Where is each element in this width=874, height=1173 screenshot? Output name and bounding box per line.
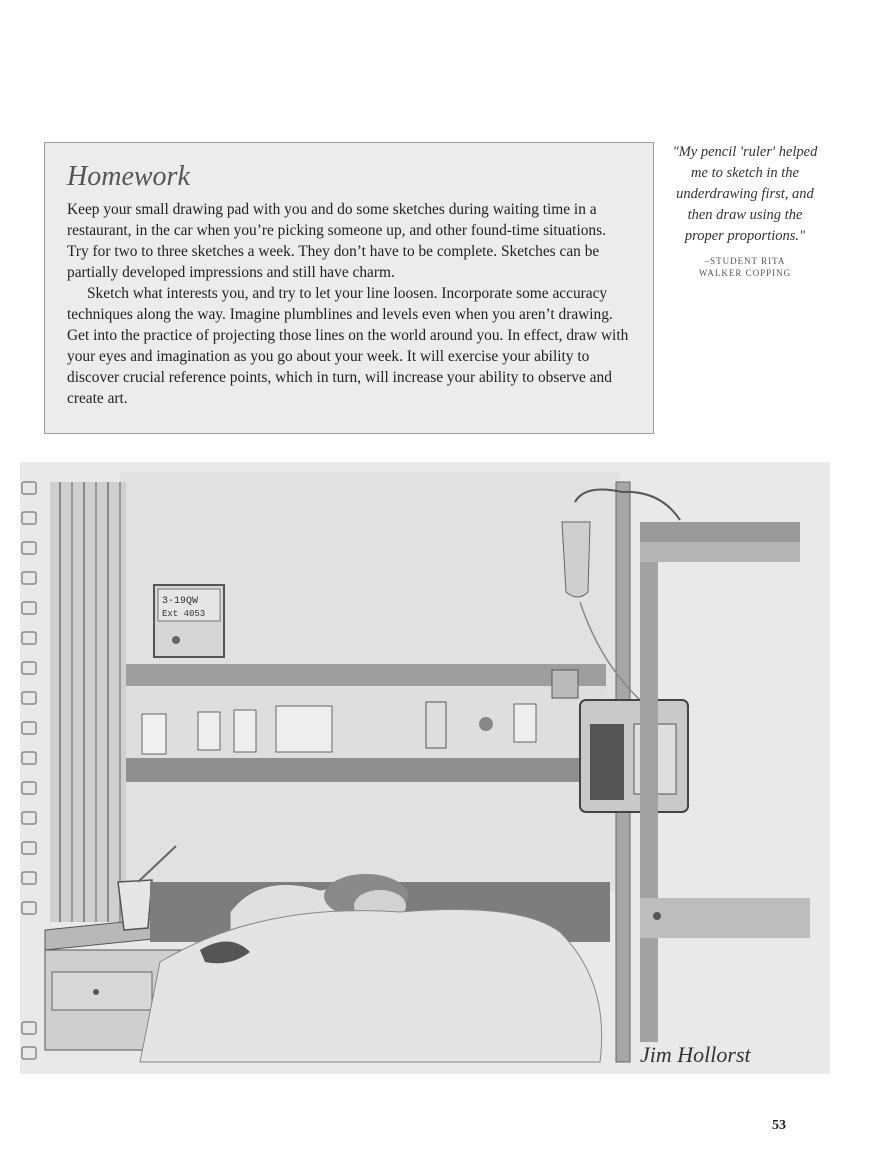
quote-credit-line-2: WALKER COPPING (698, 268, 792, 278)
sign-room-number: 3-19QW (162, 596, 199, 607)
sidebar-quote (670, 142, 820, 279)
homework-paragraph-1: Keep your small drawing pad with you and do some sketches during waiting time in a restaurant, in the car when you’re picking someone up, and other found-time situations. Try for two to three sketches a week. They don’t have to be complete. Sketches can be partially developed impressions and still have charm. (67, 201, 606, 281)
wall-sign (154, 585, 224, 657)
cup-icon (118, 880, 152, 930)
hospital-room-sketch (0, 462, 830, 1074)
headwall-panel (126, 664, 606, 782)
quote-credit-line-1: –STUDENT RITA (704, 256, 786, 266)
sign-extension: Ext 4053 (162, 609, 206, 619)
quote-credit (670, 255, 820, 279)
page-number: 53 (772, 1118, 786, 1133)
homework-box (44, 142, 654, 434)
homework-paragraph-2: Sketch what interests you, and try to let your line loosen. Incorporate some accuracy techniques along the way. Imagine plumblines and levels even when you aren’t drawing. Get into the practice of projecting those lines on the world around you. In effect, draw with your eyes and imagination as you go about your week. It will exercise your ability to discover crucial reference points, which in turn, will increase your ability to observe and create art. (67, 285, 629, 407)
curtain (50, 482, 126, 922)
bed (140, 874, 610, 1062)
homework-title: Homework (67, 161, 190, 192)
artist-signature: Jim Hollorst (640, 1042, 751, 1067)
quote-text: "My pencil 'ruler' helped me to sketch in the underdrawing first, and then draw using the proper proportions." (672, 144, 818, 244)
